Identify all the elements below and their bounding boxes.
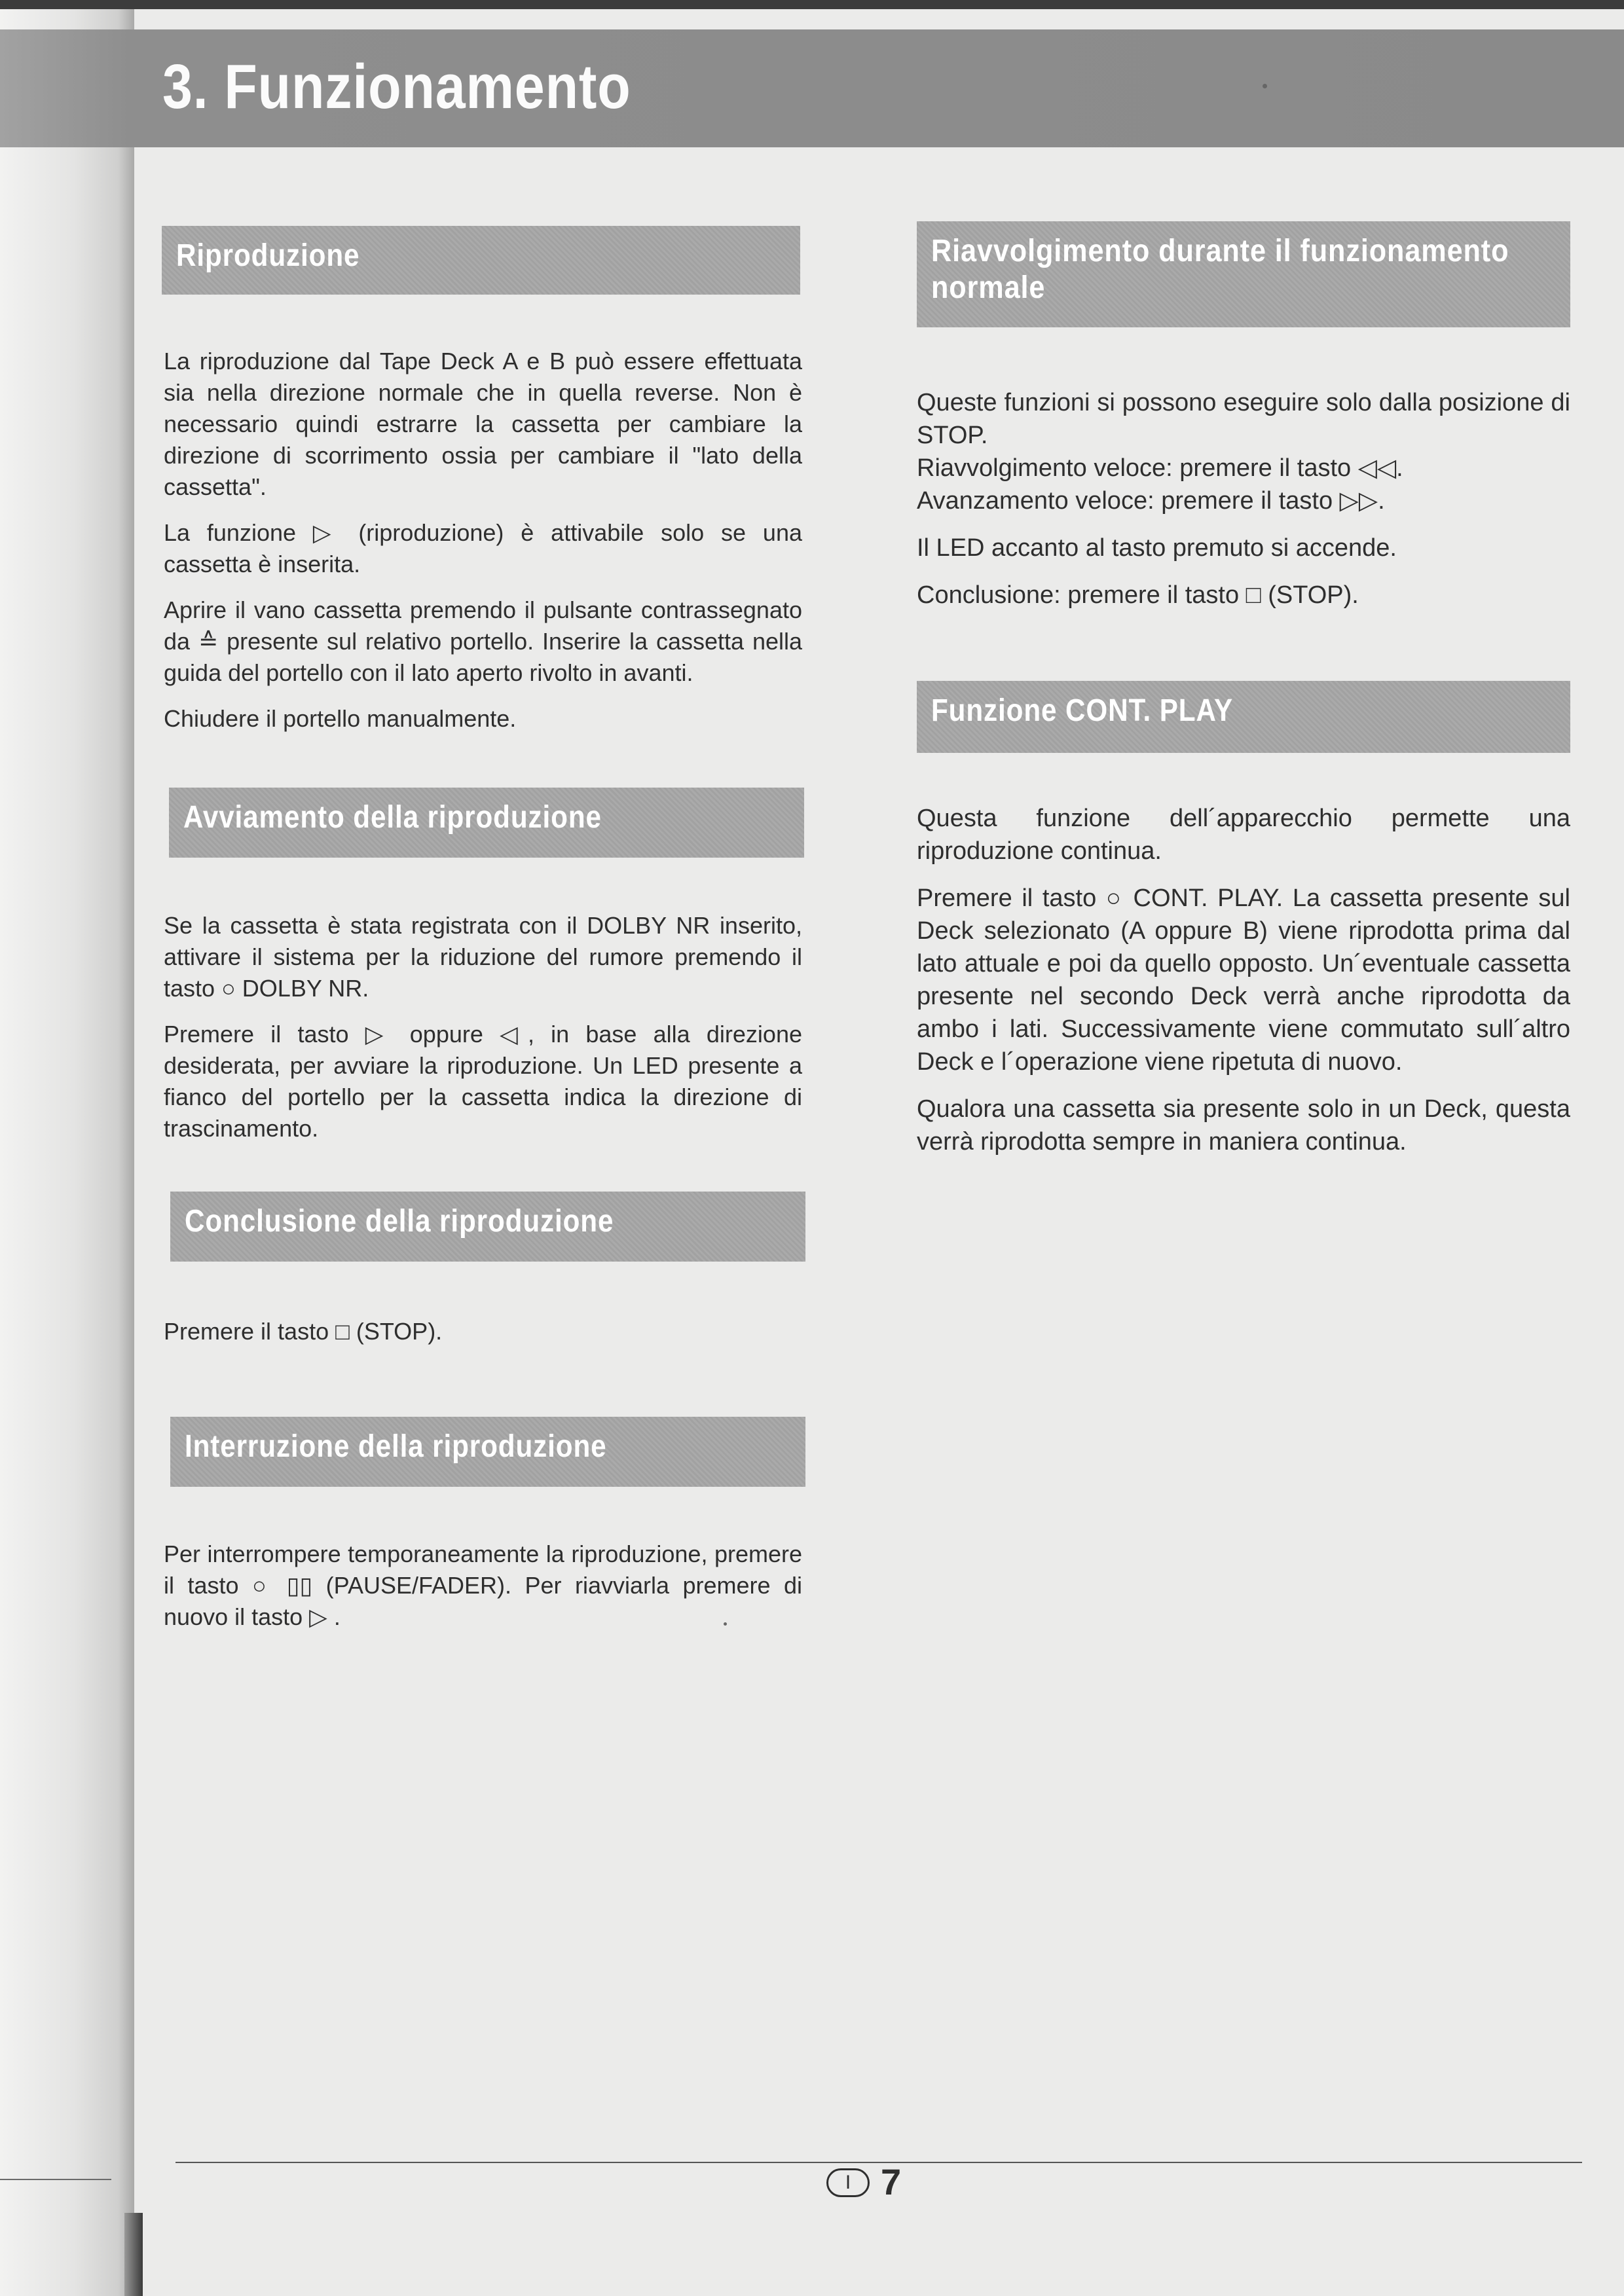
language-mark: I — [826, 2168, 870, 2197]
section-body-contplay — [917, 802, 1570, 1173]
section-heading-riproduzione — [162, 226, 800, 295]
print-speck — [1263, 84, 1267, 88]
section-heading-text: Interruzione della riproduzione — [185, 1429, 607, 1464]
paragraph: Chiudere il portello manualmente. — [164, 705, 517, 732]
section-heading-text: Avviamento della riproduzione — [183, 800, 602, 835]
paragraph: Per interrompere temporaneamente la riproduzione, premere il tasto ○ ▯▯ (PAUSE/FADER). Per riavviarla premere di nuovo il tasto ▷ . — [164, 1540, 802, 1630]
footer-rule-left — [0, 2179, 111, 2180]
print-speck — [724, 1622, 727, 1626]
section-heading-text: Funzione CONT. PLAY — [931, 693, 1234, 728]
paragraph: Premere il tasto ▷ oppure ◁, in base alla direzione desiderata, per avviare la riproduzione. Un LED presente a fianco del portello per la cassetta indica la direzione di trascinamento. — [164, 1021, 802, 1142]
top-edge — [0, 0, 1624, 9]
section-body-riavvolgimento — [917, 386, 1570, 626]
section-heading-interruzione — [170, 1417, 805, 1487]
section-body-riproduzione — [164, 346, 802, 749]
section-heading-text: Riavvolgimento durante il funzionamento normale — [931, 234, 1509, 305]
page-number: 7 — [881, 2161, 902, 2202]
paragraph: Riavvolgimento veloce: premere il tasto ◁◁. — [917, 454, 1403, 482]
section-body-interruzione — [164, 1539, 802, 1647]
paragraph: Questa funzione dell´apparecchio permette una riproduzione continua. — [917, 805, 1570, 865]
page-spine-shadow — [0, 0, 134, 2296]
section-body-avviamento — [164, 910, 802, 1159]
page-title: 3. Funzionamento — [162, 52, 631, 122]
paragraph: Premere il tasto ○ CONT. PLAY. La cassetta presente sul Deck selezionato (A oppure B) viene riprodotta prima dal lato attuale e poi da quello opposto. Un´eventuale cassetta presente nel secondo Deck verrà anche riprodotta da ambo i lati. Successivamente viene commutato sull´altro Deck e l´operazione viene ripetuta di nuovo. — [917, 884, 1570, 1076]
paragraph: Premere il tasto □ (STOP). — [164, 1318, 443, 1345]
section-heading-text: Riproduzione — [176, 238, 360, 273]
section-body-conclusione — [164, 1316, 802, 1362]
section-heading-conclusione — [170, 1192, 805, 1262]
paragraph: La riproduzione dal Tape Deck A e B può essere effettuata sia nella direzione normale che in quella reverse. Non è necessario quindi estrarre la cassetta per cambiare la direzione di scorrimento ossia per cambiare il "lato della cassetta". — [164, 348, 802, 500]
paragraph: Qualora una cassetta sia presente solo in un Deck, questa verrà riprodotta sempre in maniera continua. — [917, 1095, 1570, 1156]
paragraph: Se la cassetta è stata registrata con il DOLBY NR inserito, attivare il sistema per la riduzione del rumore premendo il tasto ○ DOLBY NR. — [164, 912, 802, 1002]
paragraph: Conclusione: premere il tasto □ (STOP). — [917, 581, 1359, 609]
section-heading-text: Conclusione della riproduzione — [185, 1204, 614, 1239]
paragraph: Aprire il vano cassetta premendo il pulsante contrassegnato da ≙ presente sul relativo portello. Inserire la cassetta nella guida del portello con il lato aperto rivolto in avanti. — [164, 596, 802, 686]
section-heading-contplay — [917, 681, 1570, 753]
section-heading-avviamento — [169, 788, 804, 858]
binding-shadow — [124, 2213, 143, 2296]
paragraph: La funzione ▷ (riproduzione) è attivabile solo se una cassetta è inserita. — [164, 519, 802, 577]
section-heading-riavvolgimento — [917, 221, 1570, 327]
paragraph: Queste funzioni si possono eseguire solo dalla posizione di STOP. — [917, 389, 1570, 449]
paragraph: Il LED accanto al tasto premuto si accende. — [917, 534, 1397, 562]
footer-rule — [175, 2162, 1582, 2163]
paragraph: Avanzamento veloce: premere il tasto ▷▷. — [917, 487, 1385, 515]
